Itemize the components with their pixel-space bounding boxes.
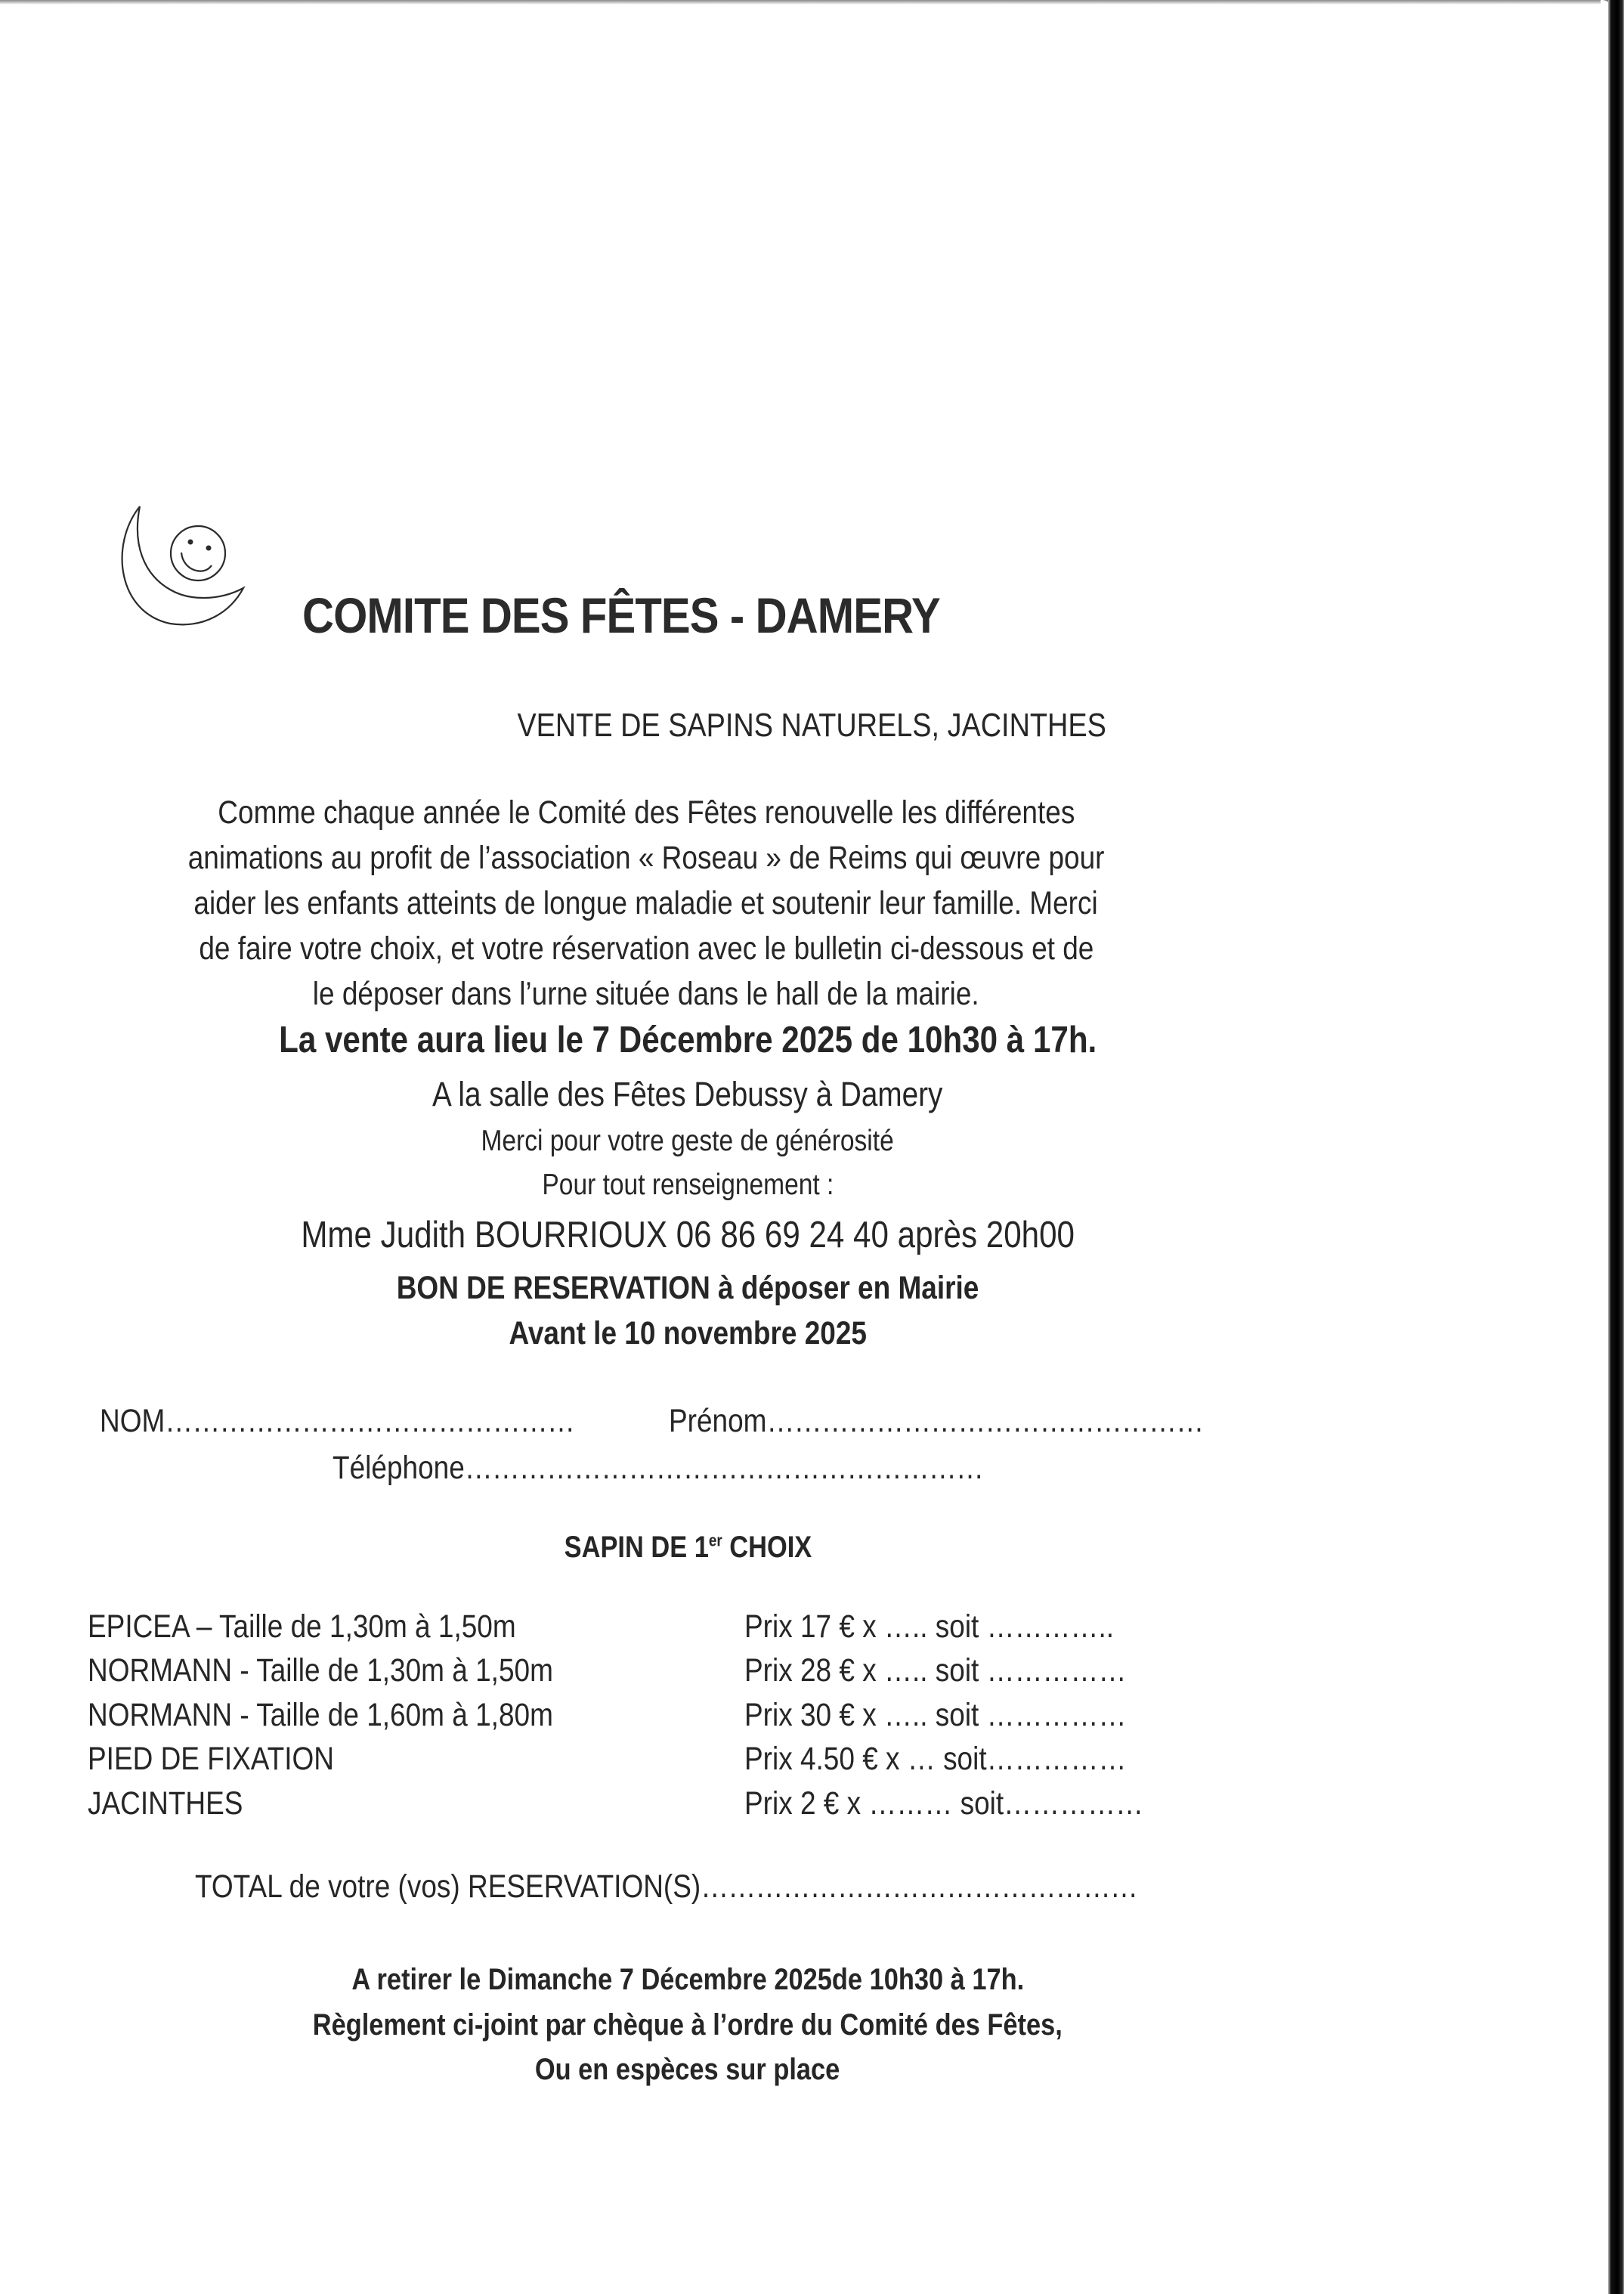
product-price-text: Prix 30 € x ….. soit …………… [744, 1697, 1127, 1733]
thanks-text: Merci pour votre geste de générosité [481, 1125, 895, 1157]
payment-line [0, 2008, 1443, 2042]
product-price[interactable] [744, 1608, 1174, 1645]
info-label-text: Pour tout renseignement : [542, 1169, 834, 1201]
thanks-line [0, 1125, 1443, 1158]
contact-line [0, 1214, 1443, 1256]
product-name [88, 1652, 629, 1689]
product-price[interactable] [744, 1697, 1189, 1734]
product-name-text: EPICEA – Taille de 1,30m à 1,50m [88, 1608, 516, 1645]
event-location-text: A la salle des Fêtes Debussy à Damery [432, 1075, 943, 1113]
product-name [88, 1697, 629, 1734]
event-location [0, 1075, 1443, 1114]
product-price-text: Prix 2 € x ……… soit…………… [744, 1785, 1144, 1822]
prenom-dots: ………………………………………… [766, 1403, 1204, 1439]
intro-line: animations au profit de l’association « Roseau » de Reims qui œuvre pour [187, 840, 1105, 876]
cash-line [0, 2053, 1443, 2087]
subtitle-text: VENTE DE SAPINS NATURELS, JACINTHES [517, 707, 1107, 744]
product-name-text: NORMANN - Taille de 1,60m à 1,80m [88, 1697, 553, 1733]
section-title-post: CHOIX [722, 1531, 812, 1564]
product-name [88, 1608, 586, 1645]
moon-smiley-logo-icon [106, 499, 257, 635]
prenom-field[interactable] [669, 1403, 1291, 1440]
intro-line: Comme chaque année le Comité des Fêtes renouvelle les différentes [217, 794, 1075, 831]
total-label: TOTAL de votre (vos) RESERVATION(S) [195, 1868, 701, 1905]
form-title-text: BON DE RESERVATION à déposer en Mairie [396, 1270, 979, 1306]
product-price-text: Prix 17 € x ….. soit ………….. [744, 1608, 1115, 1645]
nom-field[interactable] [100, 1403, 651, 1440]
pickup-text: A retirer le Dimanche 7 Décembre 2025de 10h30 à 17h. [351, 1963, 1024, 1996]
deadline-text: Avant le 10 novembre 2025 [509, 1315, 867, 1351]
cash-text: Ou en espèces sur place [535, 2053, 840, 2086]
subtitle [0, 707, 1624, 745]
prenom-field-content [669, 1403, 1203, 1440]
telephone-label: Téléphone [333, 1450, 465, 1486]
product-name-text: JACINTHES [88, 1785, 243, 1822]
deadline [0, 1315, 1443, 1352]
product-section-title-text [564, 1531, 812, 1565]
product-price-text: Prix 28 € x ….. soit …………… [744, 1652, 1127, 1689]
telephone-field-content [333, 1450, 983, 1487]
event-date-text: La vente aura lieu le 7 Décembre 2025 de 10h30 à 17h. [278, 1020, 1097, 1060]
nom-dots: ……………………………………… [165, 1403, 575, 1439]
nom-label: NOM [100, 1403, 165, 1439]
nom-field-content [100, 1403, 574, 1440]
info-label [0, 1169, 1443, 1202]
section-title-pre: SAPIN DE 1 [564, 1531, 709, 1564]
scan-right-edge [1608, 0, 1624, 2294]
telephone-dots: ………………………………………………… [464, 1450, 984, 1486]
product-section-title [0, 1531, 1443, 1565]
product-name [88, 1785, 268, 1822]
product-price[interactable] [744, 1652, 1189, 1689]
prenom-label: Prénom [669, 1403, 767, 1439]
form-title [0, 1270, 1443, 1307]
telephone-field[interactable] [333, 1450, 1089, 1487]
pickup-line [0, 1963, 1443, 1997]
intro-paragraph [0, 790, 1292, 1017]
page-title: COMITE DES FÊTES - DAMERY [302, 587, 940, 643]
product-price[interactable] [744, 1785, 1208, 1822]
intro-line: de faire votre choix, et votre réservation avec le bulletin ci-dessous et de [199, 930, 1093, 967]
total-field-content [195, 1868, 1137, 1905]
total-field[interactable] [195, 1868, 1291, 1905]
event-date [0, 1019, 1443, 1061]
intro-line: le déposer dans l’urne située dans le hall de la mairie. [313, 976, 979, 1012]
section-title-sup: er [708, 1531, 722, 1550]
scan-top-edge [0, 0, 1611, 5]
product-price-text: Prix 4.50 € x … soit…………… [744, 1741, 1127, 1777]
product-name [88, 1741, 374, 1778]
product-price[interactable] [744, 1741, 1189, 1778]
product-name-text: PIED DE FIXATION [88, 1741, 335, 1777]
contact-text: Mme Judith BOURRIOUX 06 86 69 24 40 après 20h00 [301, 1215, 1075, 1255]
intro-line: aider les enfants atteints de longue maladie et soutenir leur famille. Merci [193, 885, 1099, 921]
payment-text: Règlement ci-joint par chèque à l’ordre du Comité des Fêtes, [312, 2008, 1063, 2042]
product-name-text: NORMANN - Taille de 1,30m à 1,50m [88, 1652, 553, 1689]
total-dots: ………………………………………… [701, 1868, 1138, 1905]
